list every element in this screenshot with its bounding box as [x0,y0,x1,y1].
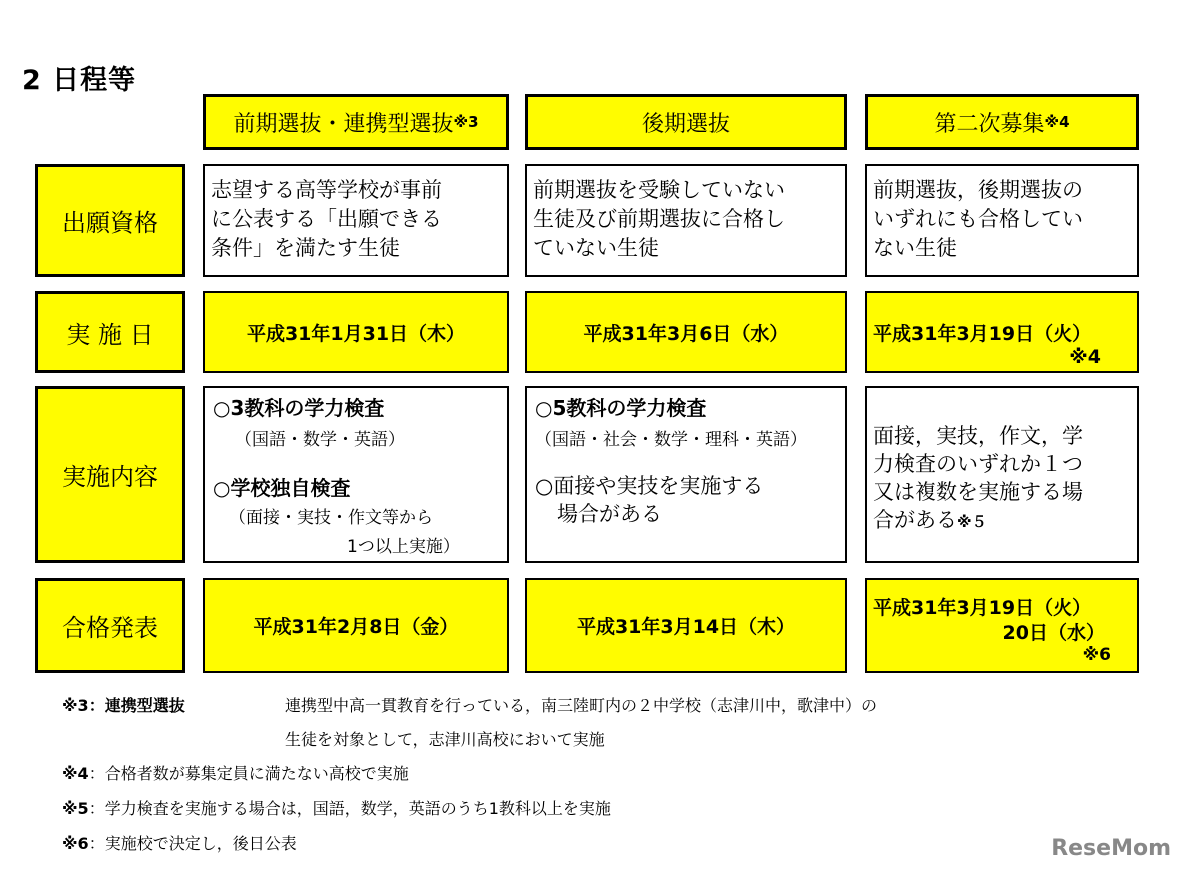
text-line: 面接，実技，作文，学 [873,424,1083,448]
cell-content-late [525,386,847,563]
content-heading: ○5教科の学力検査 [535,396,707,420]
column-header-late [525,94,847,150]
content-text: 場合がある [557,502,662,526]
column-label: 第二次募集 [934,111,1045,137]
footnote-4 [62,761,409,784]
note-mark: ※6 [62,834,89,853]
column-label: 後期選抜 [641,111,730,137]
text-line: 力検査のいずれか１つ [873,452,1083,476]
cell-date-second [865,291,1139,373]
cell-date-early: 平成31年1月31日（木） [203,291,509,373]
note-mark: ※3 [453,113,479,131]
cell-date-late: 平成31年3月6日（水） [525,291,847,373]
column-header-second [865,94,1139,150]
note-mark: ※6 [1082,645,1111,665]
text-line: 前期選抜，後期選抜の [873,178,1083,202]
text-line: いずれにも合格してい [873,207,1083,231]
date-text: 平成31年3月19日（火） [873,323,1092,345]
text-line: 又は複数を実施する場 [873,480,1083,504]
footnote-3-text: 連携型中高一貫教育を行っている，南三陸町内の２中学校（志津川中，歌津中）の [285,696,878,715]
text-line: ない生徒 [873,236,957,260]
cell-eligibility-late [525,164,847,277]
column-label: 前期選抜・連携型選抜 [233,111,454,137]
content-heading: ○学校独自検査 [213,476,351,500]
row-label-date: 実 施 日 [35,291,185,373]
cell-eligibility-early [203,164,509,277]
cell-content-second [865,386,1139,563]
row-label-result: 合格発表 [35,578,185,673]
content-sub: 1つ以上実施） [347,537,460,557]
footnote-text: ：学力検査を実施する場合は，国語，数学，英語のうち1教科以上を実施 [88,799,611,818]
content-sub: （国語・社会・数学・理科・英語） [535,430,807,450]
text-line: に公表する「出願できる [211,207,442,231]
note-mark: ※4 [1069,346,1101,368]
text-line: 志望する高等学校が事前 [211,178,442,202]
note-mark: ※５ [957,513,987,531]
content-sub: （面接・実技・作文等から [229,508,433,528]
text-line: 前期選抜を受験していない [533,178,785,202]
note-mark: ※4 [1044,113,1070,131]
date-text: 平成31年3月19日（火） [873,597,1092,619]
note-mark: ※4 [62,764,89,783]
row-label-content: 実施内容 [35,386,185,563]
column-header-early [203,94,509,150]
content-heading: ○3教科の学力検査 [213,396,385,420]
footnote-6 [62,831,297,854]
cell-result-late: 平成31年3月14日（木） [525,578,847,673]
footnote-5 [62,796,611,819]
cell-result-second [865,578,1139,673]
content-sub: （国語・数学・英語） [235,430,405,450]
text-line: 条件」を満たす生徒 [211,236,400,260]
resemom-logo: ReseMom [1051,836,1171,861]
cell-result-early: 平成31年2月8日（金） [203,578,509,673]
footnote-text: ：実施校で決定し，後日公表 [88,834,297,853]
footnote-3-label: ※3：連携型選抜 [62,696,185,715]
cell-content-early [203,386,509,563]
footnote-text: ：合格者数が募集定員に満たない高校で実施 [88,764,409,783]
text-line: 生徒及び前期選抜に合格し [533,207,785,231]
row-label-eligibility: 出願資格 [35,164,185,277]
date-text: 20日（水） [1002,622,1105,644]
content-text: ○面接や実技を実施する [535,474,764,498]
cell-eligibility-second [865,164,1139,277]
text-line: ていない生徒 [533,236,659,260]
page-title: 2 日程等 [22,65,137,96]
note-mark: ※5 [62,799,89,818]
text-line: 合がある [873,508,957,532]
footnote-3-text-2: 生徒を対象として，志津川高校において実施 [285,730,605,749]
